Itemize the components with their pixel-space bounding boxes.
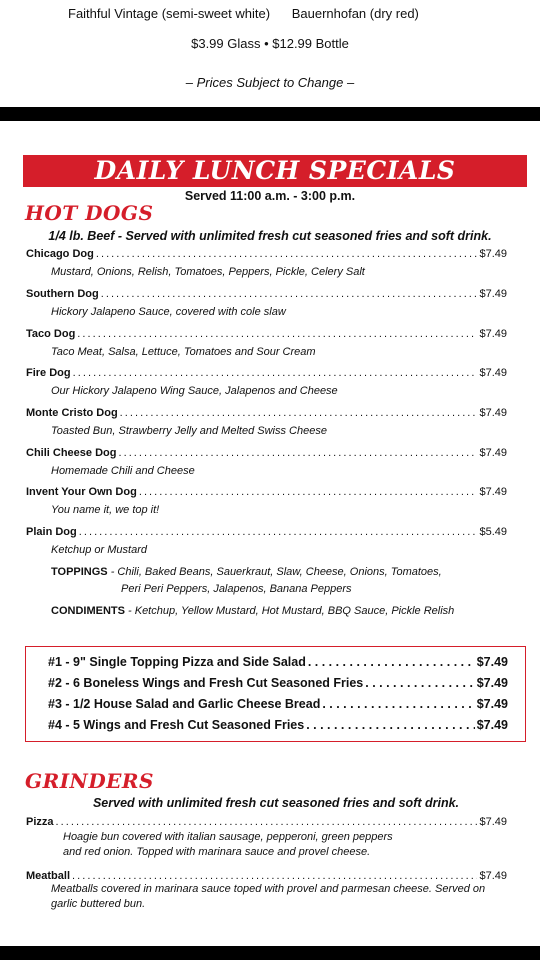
divider-bar xyxy=(0,946,540,960)
item-description: Hickory Jalapeno Sauce, covered with cole slaw xyxy=(51,306,286,318)
leader-dots xyxy=(365,676,474,690)
combo-price: $7.49 xyxy=(476,697,508,711)
daily-lunch-specials-banner: DAILY LUNCH SPECIALS xyxy=(23,155,527,187)
item-description: Ketchup or Mustard xyxy=(51,544,147,556)
item-name: Invent Your Own Dog xyxy=(26,486,137,498)
menu-item xyxy=(26,367,507,399)
menu-item xyxy=(26,447,507,479)
leader-dots xyxy=(139,486,478,498)
menu-item xyxy=(26,870,507,912)
combo-name: #3 - 1/2 House Salad and Garlic Cheese Bread xyxy=(48,697,321,711)
toppings xyxy=(51,564,442,598)
condiments-list: - Ketchup, Yellow Mustard, Hot Mustard, BBQ Sauce, Pickle Relish xyxy=(124,605,455,617)
item-description: Homemade Chili and Cheese xyxy=(51,465,195,477)
leader-dots xyxy=(56,816,478,828)
item-price: $7.49 xyxy=(479,248,507,260)
item-name: Taco Dog xyxy=(26,328,76,340)
item-name: Pizza xyxy=(26,816,54,828)
wine-price: $3.99 Glass • $12.99 Bottle xyxy=(191,36,349,51)
item-name: Chili Cheese Dog xyxy=(26,447,117,459)
divider-bar xyxy=(0,107,540,121)
hot-dogs-heading: HOT DOGS xyxy=(25,201,154,225)
leader-dots xyxy=(308,655,475,669)
combo-name: #4 - 5 Wings and Fresh Cut Seasoned Fries xyxy=(48,718,305,732)
item-price: $7.49 xyxy=(479,407,507,419)
item-price: $7.49 xyxy=(479,288,507,300)
grinders-subtitle: Served with unlimited fresh cut seasoned fries and soft drink. xyxy=(92,796,460,810)
item-description-line: and red onion. Topped with marinara sauce and provel cheese. xyxy=(63,846,371,858)
wine-item: Bauernhofan (dry red) xyxy=(291,6,419,21)
combo-item xyxy=(48,697,508,711)
item-price: $7.49 xyxy=(479,816,507,828)
menu-item xyxy=(26,816,507,860)
item-description xyxy=(63,830,507,860)
combo-specials-box xyxy=(25,646,526,742)
item-name: Southern Dog xyxy=(26,288,99,300)
toppings-list: - Chili, Baked Beans, Sauerkraut, Slaw, Cheese, Onions, Tomatoes, xyxy=(107,566,442,578)
item-description-line: Meatballs covered in marinara sauce toped with provel and parmesan cheese. Served on xyxy=(51,883,486,895)
leader-dots xyxy=(79,526,478,538)
item-description: Mustard, Onions, Relish, Tomatoes, Peppers, Pickle, Celery Salt xyxy=(51,266,365,278)
menu-item xyxy=(26,407,507,439)
combo-name: #2 - 6 Boneless Wings and Fresh Cut Seasoned Fries xyxy=(48,676,364,690)
condiments xyxy=(51,603,454,620)
item-name: Meatball xyxy=(26,870,71,882)
combo-price: $7.49 xyxy=(476,676,508,690)
item-name: Monte Cristo Dog xyxy=(26,407,118,419)
grinders-heading: GRINDERS xyxy=(25,769,154,793)
leader-dots xyxy=(73,367,478,379)
menu-item xyxy=(26,288,507,320)
menu-item xyxy=(26,526,507,558)
leader-dots xyxy=(306,718,475,732)
leader-dots xyxy=(101,288,478,300)
price-note: – Prices Subject to Change – xyxy=(185,75,355,90)
menu-item xyxy=(26,486,507,518)
item-description: Our Hickory Jalapeno Wing Sauce, Jalapenos and Cheese xyxy=(51,385,338,397)
wine-list xyxy=(68,6,437,21)
item-price: $7.49 xyxy=(479,328,507,340)
item-description: Toasted Bun, Strawberry Jelly and Melted Swiss Cheese xyxy=(51,425,327,437)
item-name: Fire Dog xyxy=(26,367,71,379)
combo-item xyxy=(48,718,508,732)
condiments-label: CONDIMENTS xyxy=(51,605,125,617)
menu-item xyxy=(26,248,507,280)
combo-price: $7.49 xyxy=(476,718,508,732)
leader-dots xyxy=(120,407,478,419)
item-description: Taco Meat, Salsa, Lettuce, Tomatoes and Sour Cream xyxy=(51,346,316,358)
leader-dots xyxy=(77,328,477,340)
item-description: You name it, we top it! xyxy=(51,504,160,516)
item-price: $7.49 xyxy=(479,447,507,459)
menu-item xyxy=(26,328,507,360)
served-hours: Served 11:00 a.m. - 3:00 p.m. xyxy=(184,189,356,203)
item-name: Chicago Dog xyxy=(26,248,94,260)
combo-name: #1 - 9" Single Topping Pizza and Side Salad xyxy=(48,655,306,669)
item-description xyxy=(51,882,507,912)
item-name: Plain Dog xyxy=(26,526,77,538)
leader-dots xyxy=(96,248,478,260)
combo-item xyxy=(48,655,508,669)
wine-item: Faithful Vintage (semi-sweet white) xyxy=(68,6,271,21)
toppings-label: TOPPINGS xyxy=(51,566,108,578)
leader-dots xyxy=(72,870,477,882)
leader-dots xyxy=(322,697,474,711)
toppings-list-cont: Peri Peri Peppers, Jalapenos, Banana Peppers xyxy=(121,583,352,595)
hot-dogs-subtitle: 1/4 lb. Beef - Served with unlimited fresh cut seasoned fries and soft drink. xyxy=(48,229,492,243)
item-price: $5.49 xyxy=(479,526,507,538)
item-description-line: garlic buttered bun. xyxy=(51,898,146,910)
item-price: $7.49 xyxy=(479,367,507,379)
item-description-line: Hoagie bun covered with italian sausage, pepperoni, green peppers xyxy=(63,831,393,843)
leader-dots xyxy=(118,447,477,459)
item-price: $7.49 xyxy=(479,486,507,498)
combo-item xyxy=(48,676,508,690)
combo-price: $7.49 xyxy=(476,655,508,669)
item-price: $7.49 xyxy=(479,870,507,882)
